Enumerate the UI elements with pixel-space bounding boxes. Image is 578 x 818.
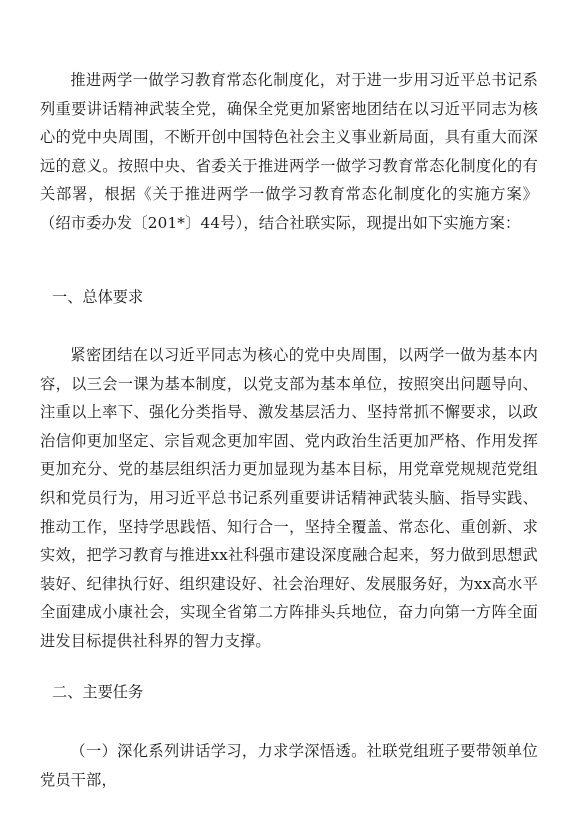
section-heading-general-requirements: 一、总体要求 bbox=[52, 288, 144, 306]
main-tasks-paragraph: （一）深化系列讲话学习，力求学深悟透。社联党组班子要带领单位党员干部， bbox=[40, 742, 538, 789]
intro-paragraph: 推进两学一做学习教育常态化制度化，对于进一步用习近平总书记系列重要讲话精神武装全党，确保全党更加紧密地团结在以习近平同志为核心的党中央周围，不断开创中国特色社会主义事业新局面，具有重大而深远的意义。按照中央、省委关于推进两学一做学习教育常态化制度化的有关部署，根据《关于推进两学一做学习教育常态化制度化的实施方案》（绍市委办发〔201*〕44号），结合社联实际，现提出如下实施方案： bbox=[40, 71, 538, 232]
section-heading-main-tasks: 二、主要任务 bbox=[52, 683, 144, 701]
general-requirements-paragraph: 紧密团结在以习近平同志为核心的党中央周围，以两学一做为基本内容，以三会一课为基本制度，以党支部为基本单位，按照突出问题导向、注重以上率下、强化分类指导、激发基层活力、坚持常抓不懈要求，以政治信仰更加坚定、宗旨观念更加牢固、党内政治生活更加严格、作用发挥更加充分、党的基层组织活力更加显现为基本目标，用党章党规规范党组织和党员行为，用习近平总书记系列重要讲话精神武装头脑、指导实践、推动工作，坚持学思践悟、知行合一，坚持全覆盖、常态化、重创新、求实效，把学习教育与推进xx社科强市建设深度融合起来，努力做到思想武装好、纪律执行好、组织建设好、社会治理好、发展服务好，为xx高水平全面建成小康社会，实现全省第二方阵排头兵地位，奋力向第一方阵全面进发目标提供社科界的智力支撑。 bbox=[40, 346, 538, 650]
